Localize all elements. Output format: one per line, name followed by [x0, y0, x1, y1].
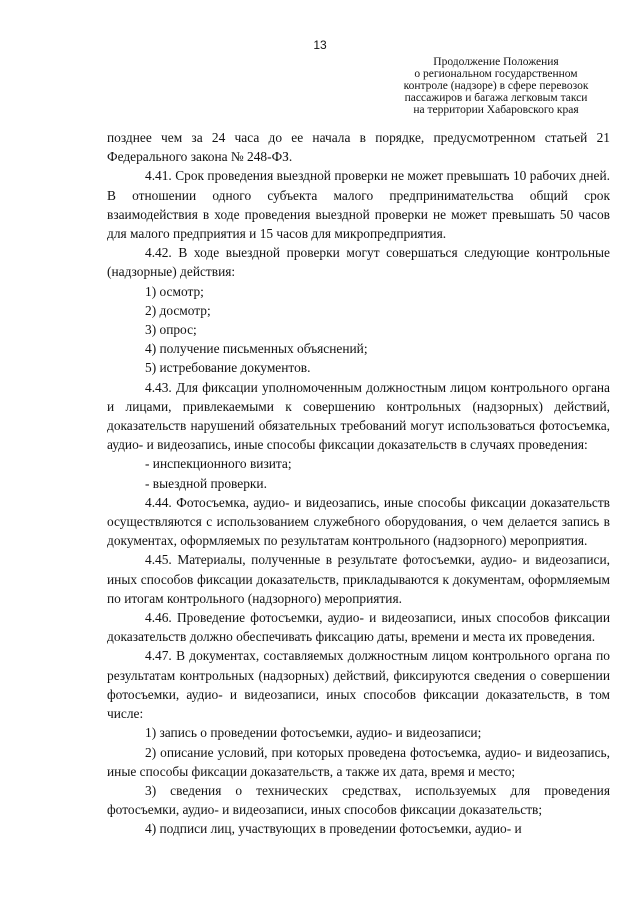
header-line: контроле (надзоре) в сфере перевозок [403, 80, 589, 92]
paragraph-4-41: 4.41. Срок проведения выездной проверки не может превышать 10 рабочих дней. В отношении одного субъекта малого предпринимательства общий срок взаимодействия в ходе проведения выездной проверки не может превышать 50 часов для малого предприятия и 15 часов для микропредприятия. [107, 168, 610, 242]
header-line: пассажиров и багажа легковым такси [404, 92, 588, 104]
paragraph-4-42: 4.42. В ходе выездной проверки могут совершаться следующие контрольные (надзорные) действия: [107, 245, 610, 280]
list-item: 2) описание условий, при которых проведена фотосъемка, аудио- и видеозапись, иные способы фиксации доказательств, а также их дата, время и место; [107, 744, 610, 779]
list-item: 4) подписи лиц, участвующих в проведении фотосъемки, аудио- и [145, 821, 522, 837]
list-item: 3) опрос; [145, 322, 197, 338]
header-line: на территории Хабаровского края [413, 104, 579, 116]
paragraph-4-44: 4.44. Фотосъемка, аудио- и видеозапись, иные способы фиксации доказательств осуществляются с использованием служебного оборудования, о чем делается запись в документах, оформляемых по результатам контрольного (надзорного) мероприятия. [107, 494, 610, 549]
list-item: - инспекционного визита; [145, 456, 292, 472]
paragraph-4-46: 4.46. Проведение фотосъемки, аудио- и видеозаписи, иных способов фиксации доказательств должно обеспечивать фиксацию даты, времени и места их проведения. [107, 610, 610, 645]
list-item: 1) запись о проведении фотосъемки, аудио- и видеозаписи; [145, 725, 482, 741]
paragraph-4-43: 4.43. Для фиксации уполномоченным должностным лицом контрольного органа и лицами, привлекаемыми к совершению контрольных (надзорных) действий, доказательств нарушений обязательных требований могут использоваться фотосъемка, аудио- и видеозапись, иные способы фиксации доказательств в случаях проведения: [107, 379, 610, 453]
document-body [107, 128, 610, 839]
paragraph-continuation: позднее чем за 24 часа до ее начала в порядке, предусмотренном статьей 21 Федерального закона № 248-ФЗ. [107, 130, 610, 165]
list-item: 1) осмотр; [145, 283, 204, 299]
page-number: 13 [313, 38, 327, 52]
header-line: о региональном государственном [414, 68, 578, 80]
paragraph-4-45: 4.45. Материалы, полученные в результате фотосъемки, аудио- и видеозаписи, иных способов фиксации доказательств, прикладываются к документам, оформляемым по итогам контрольного (надзорного) мероприятия. [107, 552, 610, 606]
document-header [380, 56, 612, 116]
paragraph-4-47: 4.47. В документах, составляемых должностным лицом контрольного органа по результатам контрольных (надзорных) действий, фиксируются сведения о совершении фотосъемки, аудио- и видеозаписи, иных способов фиксации доказательств, в том числе: [107, 648, 610, 722]
list-item: 5) истребование документов. [145, 360, 311, 376]
list-item: 3) сведения о технических средствах, используемых для проведения фотосъемки, аудио- и видеозаписи, иных способов фиксации доказательств; [107, 782, 610, 818]
list-item: 4) получение письменных объяснений; [145, 341, 368, 357]
list-item: - выездной проверки. [145, 475, 267, 491]
list-item: 2) досмотр; [145, 302, 211, 318]
header-line: Продолжение Положения [433, 56, 559, 68]
